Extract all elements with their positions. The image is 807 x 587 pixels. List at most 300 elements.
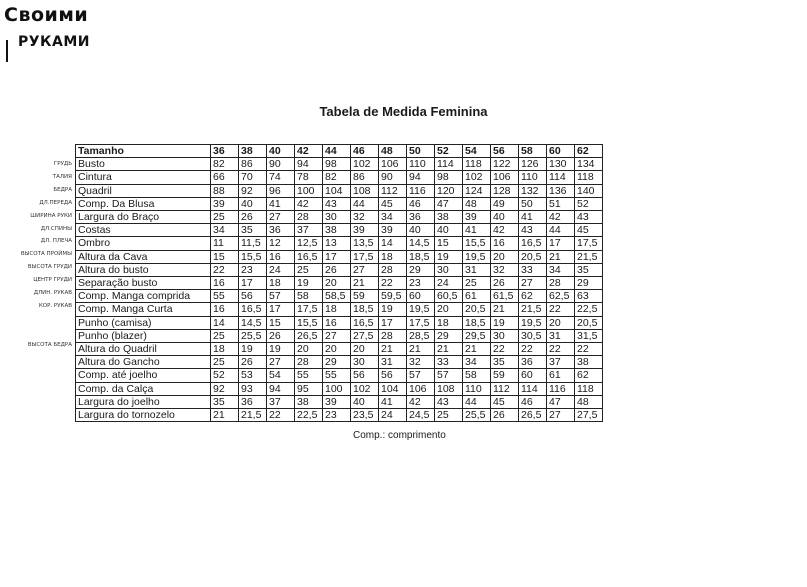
header-size-50: 50 (407, 145, 435, 158)
table-cell: 58 (295, 290, 323, 303)
table-cell: 24 (435, 277, 463, 290)
logo-line-2: РУКАМИ (18, 34, 90, 50)
table-cell: 47 (547, 395, 575, 408)
table-cell: 26 (491, 277, 519, 290)
table-cell: 15,5 (295, 316, 323, 329)
table-cell: 56 (379, 369, 407, 382)
table-cell: 114 (519, 382, 547, 395)
table-cell: 36 (239, 395, 267, 408)
table-cell: 44 (463, 395, 491, 408)
table-cell: 25 (211, 329, 239, 342)
table-cell: 22 (547, 343, 575, 356)
side-annotation: ГРУДЬ (53, 161, 72, 167)
table-cell: 34 (379, 211, 407, 224)
table-cell: 54 (267, 369, 295, 382)
table-cell: 11,5 (239, 237, 267, 250)
table-cell: 20 (491, 250, 519, 263)
row-label: Comp. até joelho (76, 369, 211, 382)
table-cell: 59 (491, 369, 519, 382)
table-cell: 93 (239, 382, 267, 395)
table-cell: 17,5 (575, 237, 603, 250)
measurement-table (75, 144, 603, 422)
table-cell: 44 (351, 197, 379, 210)
table-cell: 47 (435, 197, 463, 210)
header-size-56: 56 (491, 145, 519, 158)
table-row (76, 184, 603, 197)
table-cell: 27 (519, 277, 547, 290)
header-size-38: 38 (239, 145, 267, 158)
table-cell: 19,5 (463, 250, 491, 263)
table-cell: 114 (547, 171, 575, 184)
table-cell: 110 (519, 171, 547, 184)
table-cell: 22 (379, 277, 407, 290)
table-cell: 60 (407, 290, 435, 303)
table-cell: 32 (351, 211, 379, 224)
header-size-58: 58 (519, 145, 547, 158)
table-cell: 102 (463, 171, 491, 184)
table-cell: 45 (575, 224, 603, 237)
table-cell: 32 (407, 356, 435, 369)
table-cell: 26 (323, 263, 351, 276)
table-cell: 55 (323, 369, 351, 382)
table-cell: 21 (547, 250, 575, 263)
table-cell: 94 (267, 382, 295, 395)
table-cell: 25 (463, 277, 491, 290)
table-cell: 16 (211, 303, 239, 316)
table-cell: 96 (267, 184, 295, 197)
table-cell: 56 (351, 369, 379, 382)
table-cell: 22 (267, 409, 295, 422)
table-cell: 16,5 (295, 250, 323, 263)
table-cell: 38 (295, 395, 323, 408)
table-cell: 14 (211, 316, 239, 329)
table-cell: 21 (463, 343, 491, 356)
table-row (76, 211, 603, 224)
row-label: Quadril (76, 184, 211, 197)
side-annotation: ДЛ.ПЕРЕДА (39, 199, 72, 206)
header-size-label: Tamanho (76, 145, 211, 158)
table-cell: 30 (351, 356, 379, 369)
table-cell: 40 (239, 197, 267, 210)
table-cell: 14 (379, 237, 407, 250)
table-cell: 18 (435, 316, 463, 329)
table-cell: 22 (519, 343, 547, 356)
table-cell: 95 (295, 382, 323, 395)
table-cell: 29 (435, 329, 463, 342)
table-cell: 20,5 (463, 303, 491, 316)
table-row (76, 224, 603, 237)
table-cell: 128 (491, 184, 519, 197)
table-cell: 39 (351, 224, 379, 237)
table-cell: 45 (491, 395, 519, 408)
table-cell: 27,5 (351, 329, 379, 342)
table-cell: 48 (463, 197, 491, 210)
table-cell: 17 (379, 316, 407, 329)
table-cell: 116 (407, 184, 435, 197)
table-cell: 20 (295, 343, 323, 356)
row-label: Comp. Manga comprida (76, 290, 211, 303)
header-size-44: 44 (323, 145, 351, 158)
table-cell: 106 (379, 158, 407, 171)
table-body (76, 158, 603, 422)
table-cell: 106 (407, 382, 435, 395)
table-cell: 18,5 (407, 250, 435, 263)
table-cell: 22,5 (575, 303, 603, 316)
side-annotation: ЦЕНТР ГРУДИ (33, 277, 72, 284)
table-row (76, 197, 603, 210)
table-cell: 118 (575, 382, 603, 395)
table-cell: 31 (463, 263, 491, 276)
table-cell: 112 (379, 184, 407, 197)
table-cell: 12 (267, 237, 295, 250)
row-label: Altura da Cava (76, 250, 211, 263)
logo (4, 4, 90, 50)
table-cell: 134 (575, 158, 603, 171)
table-cell: 66 (211, 171, 239, 184)
table-cell: 58,5 (323, 290, 351, 303)
table-cell: 43 (323, 197, 351, 210)
table-row (76, 356, 603, 369)
table-cell: 124 (463, 184, 491, 197)
table-row (76, 382, 603, 395)
table-cell: 29,5 (463, 329, 491, 342)
table-cell: 11 (211, 237, 239, 250)
table-cell: 21 (351, 277, 379, 290)
header-size-52: 52 (435, 145, 463, 158)
table-cell: 110 (407, 158, 435, 171)
table-cell: 25,5 (239, 329, 267, 342)
table-cell: 57 (435, 369, 463, 382)
table-cell: 116 (547, 382, 575, 395)
table-cell: 17,5 (351, 250, 379, 263)
table-cell: 74 (267, 171, 295, 184)
table-cell: 45 (379, 197, 407, 210)
table-cell: 122 (491, 158, 519, 171)
table-cell: 25 (295, 263, 323, 276)
table-cell: 61 (463, 290, 491, 303)
table-cell: 18 (379, 250, 407, 263)
table-row (76, 369, 603, 382)
table-cell: 52 (211, 369, 239, 382)
table-cell: 14,5 (239, 316, 267, 329)
table-cell: 21,5 (575, 250, 603, 263)
table-cell: 38 (575, 356, 603, 369)
table-cell: 18,5 (351, 303, 379, 316)
table-cell: 31 (379, 356, 407, 369)
table-cell: 18,5 (463, 316, 491, 329)
row-label: Comp. da Calça (76, 382, 211, 395)
table-cell: 35 (491, 356, 519, 369)
table-row (76, 343, 603, 356)
table-cell: 19 (379, 303, 407, 316)
table-cell: 36 (267, 224, 295, 237)
table-cell: 94 (295, 158, 323, 171)
table-cell: 19,5 (407, 303, 435, 316)
table-cell: 29 (407, 263, 435, 276)
table-cell: 86 (351, 171, 379, 184)
row-label: Largura do Braço (76, 211, 211, 224)
table-cell: 26 (267, 329, 295, 342)
side-annotation: ТАЛИЯ (52, 173, 72, 180)
table-cell: 41 (463, 224, 491, 237)
table-cell: 49 (491, 197, 519, 210)
table-cell: 23 (323, 409, 351, 422)
table-cell: 24 (379, 409, 407, 422)
table-cell: 100 (295, 184, 323, 197)
table-cell: 53 (239, 369, 267, 382)
row-label: Costas (76, 224, 211, 237)
table-cell: 13 (323, 237, 351, 250)
table-cell: 21,5 (239, 409, 267, 422)
table-cell: 136 (547, 184, 575, 197)
table-cell: 36 (407, 211, 435, 224)
table-cell: 19 (295, 277, 323, 290)
table-cell: 22,5 (295, 409, 323, 422)
table-cell: 25 (435, 409, 463, 422)
table-cell: 43 (519, 224, 547, 237)
table-cell: 31,5 (575, 329, 603, 342)
table-cell: 86 (239, 158, 267, 171)
table-cell: 58 (463, 369, 491, 382)
table-cell: 82 (211, 158, 239, 171)
table-cell: 15,5 (239, 250, 267, 263)
side-annotation: ДЛИН. РУКАВ (33, 290, 72, 296)
table-cell: 28 (379, 263, 407, 276)
row-label: Busto (76, 158, 211, 171)
table-cell: 40 (491, 211, 519, 224)
table-cell: 52 (575, 197, 603, 210)
table-cell: 27,5 (575, 409, 603, 422)
table-cell: 104 (379, 382, 407, 395)
header-size-36: 36 (211, 145, 239, 158)
table-row (76, 263, 603, 276)
table-cell: 70 (239, 171, 267, 184)
row-label: Punho (camisa) (76, 316, 211, 329)
table-cell: 20 (323, 277, 351, 290)
table-cell: 23,5 (351, 409, 379, 422)
header-size-42: 42 (295, 145, 323, 158)
table-cell: 23 (407, 277, 435, 290)
table-cell: 57 (407, 369, 435, 382)
table-cell: 43 (575, 211, 603, 224)
table-cell: 33 (519, 263, 547, 276)
table-cell: 17 (547, 237, 575, 250)
row-label: Punho (blazer) (76, 329, 211, 342)
table-cell: 34 (547, 263, 575, 276)
footnote: Comp.: comprimento (353, 430, 446, 441)
table-row (76, 316, 603, 329)
table-cell: 126 (519, 158, 547, 171)
table-cell: 30 (323, 211, 351, 224)
table-cell: 140 (575, 184, 603, 197)
table-cell: 26 (491, 409, 519, 422)
table-cell: 25 (211, 356, 239, 369)
table-cell: 17,5 (295, 303, 323, 316)
table-cell: 32 (491, 263, 519, 276)
table-cell: 62 (519, 290, 547, 303)
table-cell: 51 (547, 197, 575, 210)
table-cell: 42 (407, 395, 435, 408)
header-size-48: 48 (379, 145, 407, 158)
table-cell: 22 (211, 263, 239, 276)
table-cell: 22 (491, 343, 519, 356)
table-cell: 24,5 (407, 409, 435, 422)
row-label: Cintura (76, 171, 211, 184)
table-cell: 55 (295, 369, 323, 382)
table-cell: 56 (239, 290, 267, 303)
table-cell: 21 (211, 409, 239, 422)
table-cell: 28 (547, 277, 575, 290)
table-row (76, 395, 603, 408)
table-cell: 41 (379, 395, 407, 408)
table-cell: 48 (575, 395, 603, 408)
table-cell: 39 (463, 211, 491, 224)
logo-bar-decoration (6, 40, 8, 62)
table-cell: 41 (267, 197, 295, 210)
table-cell: 18 (211, 343, 239, 356)
table-cell: 25 (211, 211, 239, 224)
table-cell: 88 (211, 184, 239, 197)
table-cell: 62,5 (547, 290, 575, 303)
table-cell: 60,5 (435, 290, 463, 303)
row-label: Altura do Quadril (76, 343, 211, 356)
header-size-40: 40 (267, 145, 295, 158)
table-cell: 20,5 (519, 250, 547, 263)
table-cell: 19,5 (519, 316, 547, 329)
table-cell: 92 (211, 382, 239, 395)
table-cell: 46 (519, 395, 547, 408)
table-row (76, 237, 603, 250)
header-size-54: 54 (463, 145, 491, 158)
table-row (76, 329, 603, 342)
table-cell: 114 (435, 158, 463, 171)
table-cell: 62 (575, 369, 603, 382)
table-cell: 21 (407, 343, 435, 356)
table-cell: 27 (547, 409, 575, 422)
table-cell: 42 (547, 211, 575, 224)
table-cell: 120 (435, 184, 463, 197)
table-cell: 22 (575, 343, 603, 356)
table-cell: 61 (547, 369, 575, 382)
table-cell: 59,5 (379, 290, 407, 303)
table-cell: 16,5 (239, 303, 267, 316)
table-cell: 12,5 (295, 237, 323, 250)
table-cell: 42 (295, 197, 323, 210)
logo-line-1: Своими (4, 4, 89, 26)
table-cell: 37 (295, 224, 323, 237)
table-cell: 14,5 (407, 237, 435, 250)
table-cell: 26,5 (519, 409, 547, 422)
table-cell: 35 (575, 263, 603, 276)
table-cell: 50 (519, 197, 547, 210)
table-cell: 21 (379, 343, 407, 356)
table-cell: 21 (491, 303, 519, 316)
table-cell: 21 (435, 343, 463, 356)
table-cell: 23 (239, 263, 267, 276)
table-cell: 19 (435, 250, 463, 263)
table-cell: 20 (351, 343, 379, 356)
table-cell: 94 (407, 171, 435, 184)
table-cell: 63 (575, 290, 603, 303)
table-cell: 42 (491, 224, 519, 237)
table-cell: 20,5 (575, 316, 603, 329)
row-label: Comp. Da Blusa (76, 197, 211, 210)
table-row (76, 171, 603, 184)
table-cell: 40 (407, 224, 435, 237)
row-label: Separação busto (76, 277, 211, 290)
side-annotation: КОР. РУКАВ (38, 302, 72, 309)
side-annotation: ШИРИНА РУКИ (30, 212, 72, 219)
table-cell: 38 (435, 211, 463, 224)
side-annotation: БЕДРА (53, 186, 72, 193)
table-cell: 17 (267, 303, 295, 316)
table-cell: 20 (435, 303, 463, 316)
table-cell: 102 (351, 382, 379, 395)
table-cell: 44 (547, 224, 575, 237)
table-cell: 28 (379, 329, 407, 342)
table-cell: 22 (547, 303, 575, 316)
table-cell: 108 (435, 382, 463, 395)
side-annotation: ВЫСОТА ГРУДИ (27, 264, 72, 271)
table-cell: 16 (323, 316, 351, 329)
table-cell: 98 (435, 171, 463, 184)
table-cell: 39 (379, 224, 407, 237)
table-cell: 100 (323, 382, 351, 395)
side-annotation: ДЛ. ПЛЕЧА (40, 238, 72, 245)
table-cell: 102 (351, 158, 379, 171)
table-cell: 18 (323, 303, 351, 316)
table-cell: 16 (491, 237, 519, 250)
table-cell: 27 (267, 356, 295, 369)
table-cell: 16,5 (351, 316, 379, 329)
table-row (76, 303, 603, 316)
table-cell: 82 (323, 171, 351, 184)
table-cell: 40 (351, 395, 379, 408)
table-cell: 15 (211, 250, 239, 263)
table-cell: 17 (239, 277, 267, 290)
table-cell: 26 (239, 356, 267, 369)
row-label: Largura do tornozelo (76, 409, 211, 422)
table-cell: 27 (267, 211, 295, 224)
table-cell: 92 (239, 184, 267, 197)
table-cell: 39 (323, 395, 351, 408)
table-cell: 43 (435, 395, 463, 408)
row-label: Altura do Gancho (76, 356, 211, 369)
table-row (76, 409, 603, 422)
table-cell: 25,5 (463, 409, 491, 422)
table-cell: 28,5 (407, 329, 435, 342)
row-label: Comp. Manga Curta (76, 303, 211, 316)
table-cell: 40 (435, 224, 463, 237)
table-cell: 30,5 (519, 329, 547, 342)
table-cell: 38 (323, 224, 351, 237)
table-cell: 35 (239, 224, 267, 237)
side-annotation: ВЫСОТА ПРОЙМЫ (20, 251, 72, 258)
table-cell: 34 (463, 356, 491, 369)
row-label: Altura do busto (76, 263, 211, 276)
table-cell: 26 (239, 211, 267, 224)
table-cell: 16 (211, 277, 239, 290)
table-cell: 24 (267, 263, 295, 276)
table-cell: 90 (267, 158, 295, 171)
table-cell: 20 (323, 343, 351, 356)
table-cell: 132 (519, 184, 547, 197)
table-row (76, 277, 603, 290)
table-cell: 60 (519, 369, 547, 382)
table-cell: 104 (323, 184, 351, 197)
table-cell: 27 (323, 329, 351, 342)
table-cell: 90 (379, 171, 407, 184)
